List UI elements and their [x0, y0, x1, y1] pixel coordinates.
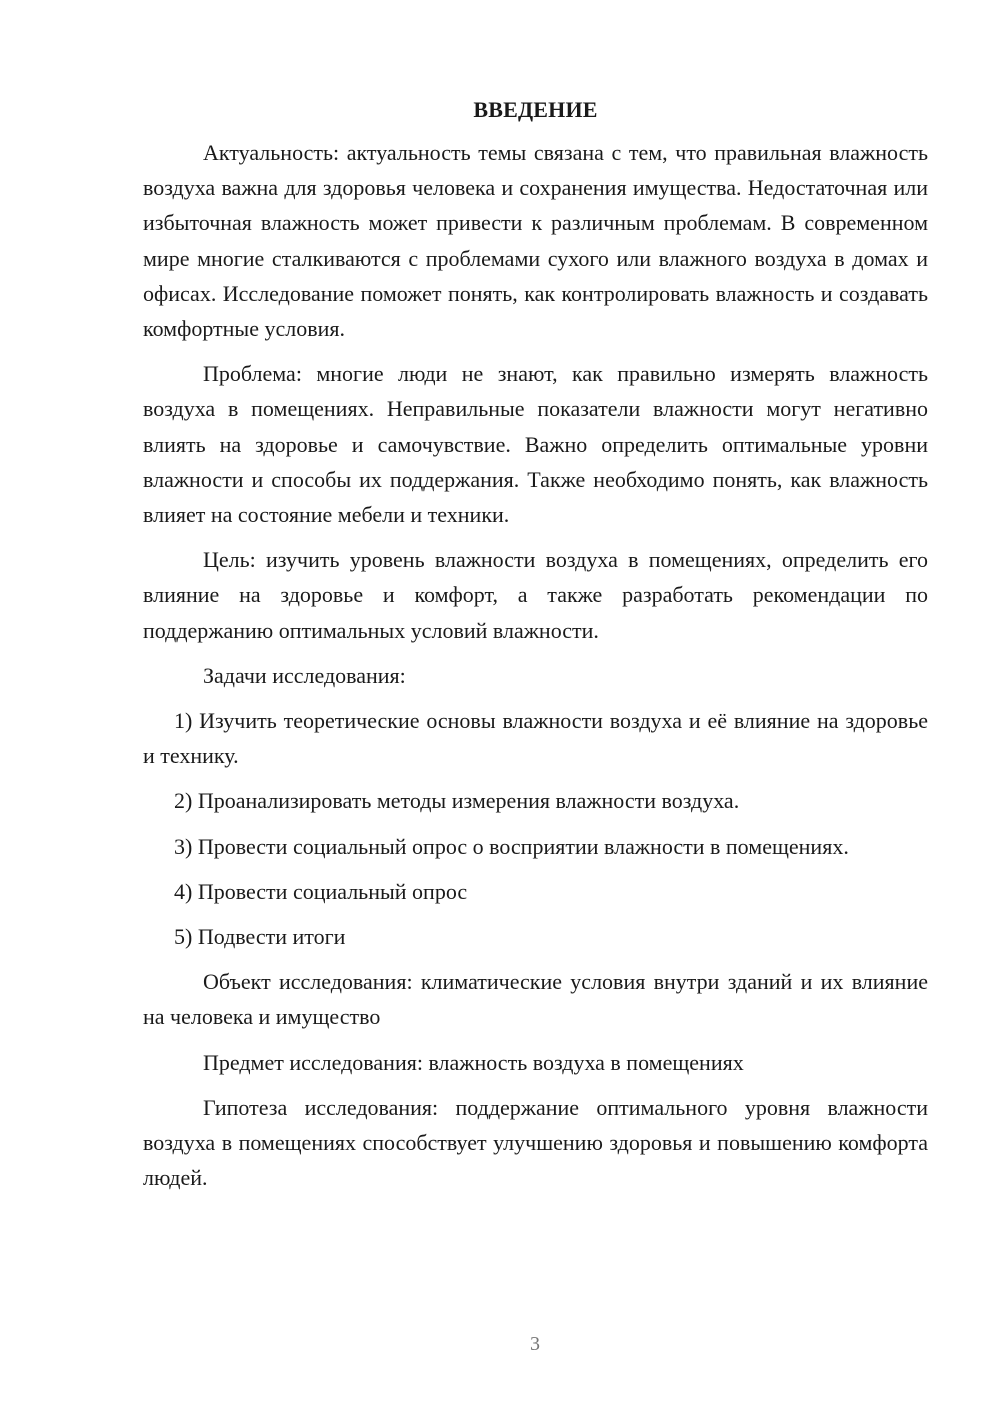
- task-item-3: 3) Провести социальный опрос о восприятии влажности в помещениях.: [174, 833, 849, 859]
- task-item-5: 5) Подвести итоги: [174, 924, 346, 950]
- document-page: [143, 92, 928, 1205]
- object-paragraph: Объект исследования: климатические условия внутри зданий и их влияние на человека и имущество: [143, 969, 928, 1030]
- hypothesis-paragraph: Гипотеза исследования: поддержание оптимального уровня влажности воздуха в помещениях способствует улучшению здоровья и повышению комфорта людей.: [143, 1094, 928, 1191]
- task-item-4: 4) Провести социальный опрос: [174, 878, 468, 904]
- goal-paragraph: Цель: изучить уровень влажности воздуха в помещениях, определить его влияние на здоровье и комфорт, а также разработать рекомендации по поддержанию оптимальных условий влажности.: [143, 547, 928, 643]
- page-title: ВВЕДЕНИЕ: [473, 97, 598, 122]
- problem-paragraph: Проблема: многие люди не знают, как правильно измерять влажность воздуха в помещениях. Неправильные показатели влажности могут негативно влиять на здоровье и самочувствие. Важно определить оптимальные уровни влажности и способы их поддержания. Также необходимо понять, как влажность влияет на состояние мебели и техники.: [143, 361, 928, 528]
- task-item-2: 2) Проанализировать методы измерения влажности воздуха.: [174, 788, 740, 814]
- subject-paragraph: Предмет исследования: влажность воздуха в помещениях: [203, 1049, 744, 1075]
- task-item-1: 1) Изучить теоретические основы влажности воздуха и её влияние на здоровье и технику.: [143, 708, 928, 769]
- page-number: 3: [530, 1333, 540, 1355]
- tasks-heading: Задачи исследования:: [203, 662, 406, 688]
- relevance-paragraph: Актуальность: актуальность темы связана с тем, что правильная влажность воздуха важна для здоровья человека и сохранения имущества. Недостаточная или избыточная влажность может привести к различным проблемам. В современном мире многие сталкиваются с проблемами сухого или влажного воздуха в домах и офисах. Исследование поможет понять, как контролировать влажность и создавать комфортные условия.: [143, 140, 928, 342]
